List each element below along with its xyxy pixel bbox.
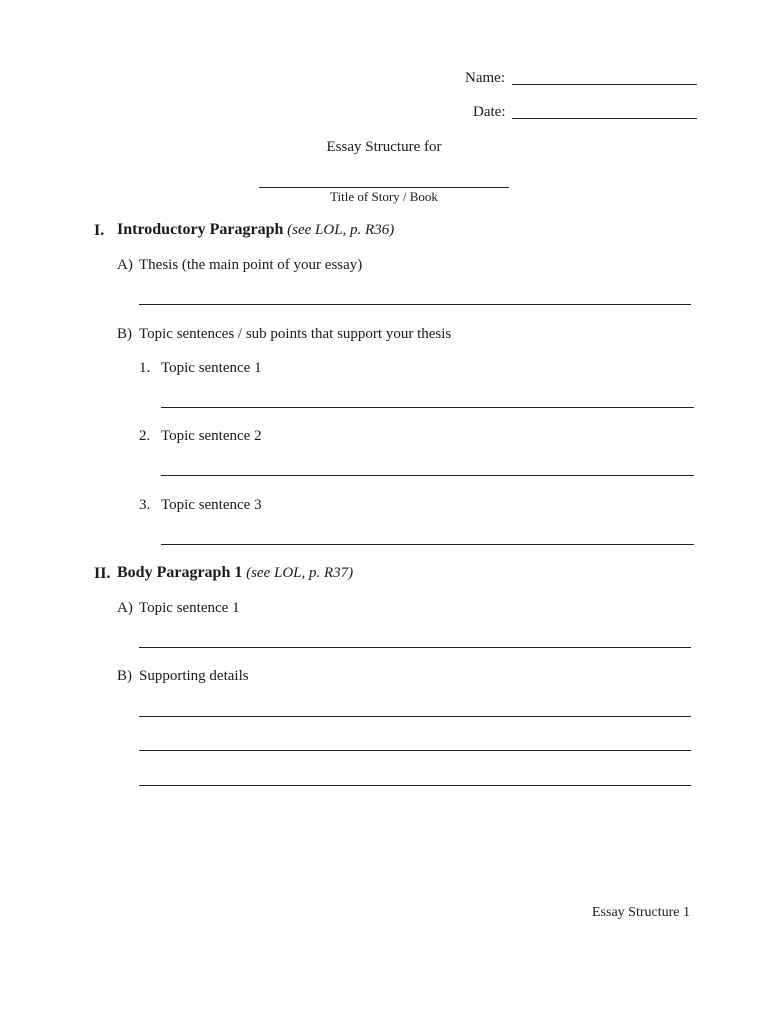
topic-sentence-2-label: Topic sentence 2: [161, 428, 262, 444]
topic-sentence-2-marker: 2.: [139, 428, 151, 444]
section-2-item-a-marker: A): [117, 600, 133, 616]
section-1-item-a-marker: A): [117, 257, 133, 273]
section-1-item-b-label: Topic sentences / sub points that support your thesis: [139, 326, 452, 342]
section-1-reference: (see LOL, p. R36): [287, 222, 395, 238]
section-2-numeral: II.: [94, 565, 111, 582]
section-2-item-b-marker: B): [117, 668, 132, 684]
supporting-detail-line-3[interactable]: [139, 785, 691, 786]
supporting-detail-line-1[interactable]: [139, 716, 691, 717]
topic-sentence-3-answer-line[interactable]: [161, 544, 694, 545]
section-2-reference: (see LOL, p. R37): [246, 565, 354, 581]
name-label: Name:: [465, 70, 505, 86]
page-footer: Essay Structure 1: [592, 905, 690, 920]
date-field-line[interactable]: [512, 118, 697, 119]
story-title-line[interactable]: [259, 187, 509, 188]
section-2-item-b-label: Supporting details: [139, 668, 249, 684]
name-field-line[interactable]: [512, 84, 697, 85]
story-title-caption: Title of Story / Book: [330, 189, 438, 204]
section-1-heading-row: [117, 222, 394, 238]
topic-sentence-1-marker: 1.: [139, 360, 151, 376]
page-title: Essay Structure for: [326, 139, 442, 155]
thesis-answer-line[interactable]: [139, 304, 691, 305]
section-2-heading-row: [117, 565, 353, 581]
topic-sentence-3-label: Topic sentence 3: [161, 497, 262, 513]
section-2-item-a-label: Topic sentence 1: [139, 600, 240, 616]
section-1-item-b-marker: B): [117, 326, 132, 342]
topic-sentence-2-answer-line[interactable]: [161, 475, 694, 476]
topic-sentence-3-marker: 3.: [139, 497, 151, 513]
date-label: Date:: [473, 104, 506, 120]
topic-sentence-1-label: Topic sentence 1: [161, 360, 262, 376]
section-1-numeral: I.: [94, 222, 105, 239]
supporting-detail-line-2[interactable]: [139, 750, 691, 751]
body-topic-sentence-answer-line[interactable]: [139, 647, 691, 648]
section-1-item-a-label: Thesis (the main point of your essay): [139, 257, 363, 273]
section-2-heading: Body Paragraph 1: [117, 564, 243, 581]
section-1-heading: Introductory Paragraph: [117, 221, 284, 238]
topic-sentence-1-answer-line[interactable]: [161, 407, 694, 408]
